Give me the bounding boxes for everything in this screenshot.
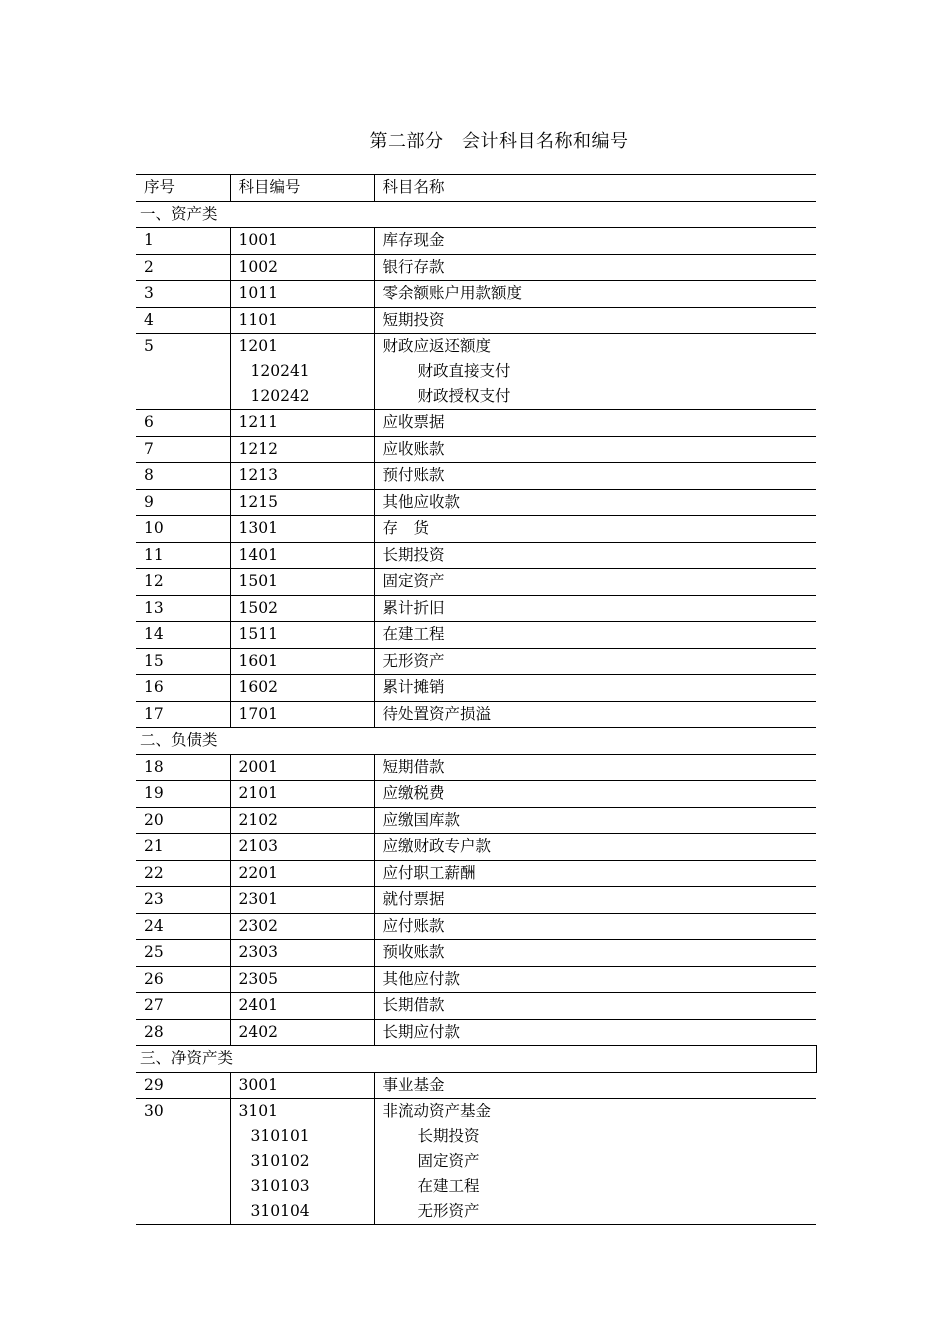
table-row	[136, 595, 816, 622]
section-label: 二、负债类	[136, 728, 816, 755]
cell-code: 2303	[230, 940, 374, 967]
table-row	[136, 860, 816, 887]
cell-seq: 4	[136, 307, 230, 334]
table-row	[136, 675, 816, 702]
cell-seq: 9	[136, 489, 230, 516]
table-row	[136, 489, 816, 516]
table-row	[136, 940, 816, 967]
table-row	[136, 1099, 816, 1225]
cell-name: 其他应付款	[374, 966, 816, 993]
cell-name: 应付账款	[374, 913, 816, 940]
cell-name: 存 货	[374, 516, 816, 543]
sub-account-code: 310102	[250, 1152, 310, 1170]
table-row	[136, 807, 816, 834]
cell-seq: 18	[136, 754, 230, 781]
table-row	[136, 781, 816, 808]
cell-code: 1301	[230, 516, 374, 543]
cell-seq: 5	[136, 334, 230, 410]
section-label: 一、资产类	[136, 201, 816, 228]
cell-name: 预收账款	[374, 940, 816, 967]
table-row	[136, 436, 816, 463]
table-row	[136, 463, 816, 490]
cell-seq: 29	[136, 1072, 230, 1099]
cell-code: 2305	[230, 966, 374, 993]
cell-seq: 17	[136, 701, 230, 728]
sub-account-code: 310103	[250, 1177, 310, 1195]
table-row	[136, 887, 816, 914]
cell-name: 长期投资	[374, 542, 816, 569]
cell-seq: 3	[136, 281, 230, 308]
account-code: 1201	[238, 337, 278, 355]
table-row	[136, 993, 816, 1020]
table-row	[136, 648, 816, 675]
cell-name: 长期应付款	[374, 1019, 816, 1046]
cell-code: 1011	[230, 281, 374, 308]
cell-seq: 23	[136, 887, 230, 914]
table-row	[136, 701, 816, 728]
table-row	[136, 281, 816, 308]
table-row	[136, 542, 816, 569]
sub-account-name: 固定资产	[417, 1152, 480, 1170]
cell-name: 固定资产	[374, 569, 816, 596]
cell-seq: 19	[136, 781, 230, 808]
cell-code: 1601	[230, 648, 374, 675]
cell-seq: 27	[136, 993, 230, 1020]
section-label: 三、净资产类	[136, 1046, 816, 1073]
cell-name: 应缴税费	[374, 781, 816, 808]
table-row	[136, 254, 816, 281]
sub-account-name: 长期投资	[417, 1127, 480, 1145]
cell-seq: 30	[136, 1099, 230, 1225]
cell-name	[374, 334, 816, 410]
cell-name: 累计折旧	[374, 595, 816, 622]
cell-seq: 22	[136, 860, 230, 887]
table-row	[136, 834, 816, 861]
sub-account-code: 120241	[250, 362, 310, 380]
cell-seq: 14	[136, 622, 230, 649]
header-name: 科目名称	[374, 175, 816, 202]
header-seq: 序号	[136, 175, 230, 202]
cell-name: 短期投资	[374, 307, 816, 334]
cell-name: 预付账款	[374, 463, 816, 490]
sub-account-code: 120242	[250, 387, 310, 405]
cell-code: 3001	[230, 1072, 374, 1099]
header-code: 科目编号	[230, 175, 374, 202]
table-header-row	[136, 175, 816, 202]
cell-seq: 24	[136, 913, 230, 940]
table-row	[136, 410, 816, 437]
cell-name: 应付职工薪酬	[374, 860, 816, 887]
account-name: 财政应返还额度	[382, 337, 492, 355]
cell-code: 2102	[230, 807, 374, 834]
cell-code: 1101	[230, 307, 374, 334]
cell-name: 待处置资产损溢	[374, 701, 816, 728]
cell-name: 短期借款	[374, 754, 816, 781]
cell-code: 1502	[230, 595, 374, 622]
cell-name: 其他应收款	[374, 489, 816, 516]
cell-seq: 11	[136, 542, 230, 569]
cell-code: 1602	[230, 675, 374, 702]
cell-code: 1211	[230, 410, 374, 437]
account-name: 非流动资产基金	[382, 1102, 492, 1120]
cell-code: 1213	[230, 463, 374, 490]
table-row	[136, 516, 816, 543]
cell-seq: 8	[136, 463, 230, 490]
cell-name: 事业基金	[374, 1072, 816, 1099]
sub-account-name: 无形资产	[417, 1202, 480, 1220]
table-row	[136, 966, 816, 993]
section-row	[136, 1046, 816, 1073]
cell-code: 1511	[230, 622, 374, 649]
table-row	[136, 913, 816, 940]
section-row	[136, 201, 816, 228]
cell-seq: 20	[136, 807, 230, 834]
table-row	[136, 622, 816, 649]
cell-code: 1002	[230, 254, 374, 281]
cell-name: 银行存款	[374, 254, 816, 281]
cell-seq: 1	[136, 228, 230, 255]
cell-code: 2301	[230, 887, 374, 914]
cell-code: 1001	[230, 228, 374, 255]
cell-code: 2001	[230, 754, 374, 781]
cell-seq: 12	[136, 569, 230, 596]
cell-name: 应缴国库款	[374, 807, 816, 834]
table-row	[136, 228, 816, 255]
cell-code: 2103	[230, 834, 374, 861]
cell-name: 长期借款	[374, 993, 816, 1020]
cell-code	[230, 1099, 374, 1225]
accounts-table	[136, 174, 817, 1225]
cell-seq: 28	[136, 1019, 230, 1046]
cell-name: 就付票据	[374, 887, 816, 914]
section-row	[136, 728, 816, 755]
sub-account-code: 310104	[250, 1202, 310, 1220]
cell-seq: 26	[136, 966, 230, 993]
account-code: 3101	[238, 1102, 278, 1120]
cell-seq: 15	[136, 648, 230, 675]
cell-code: 2101	[230, 781, 374, 808]
cell-name: 无形资产	[374, 648, 816, 675]
cell-code: 2401	[230, 993, 374, 1020]
cell-name	[374, 1099, 816, 1225]
table-row	[136, 1019, 816, 1046]
cell-code: 1501	[230, 569, 374, 596]
cell-code: 1401	[230, 542, 374, 569]
cell-code: 1212	[230, 436, 374, 463]
cell-code: 2302	[230, 913, 374, 940]
cell-seq: 16	[136, 675, 230, 702]
cell-seq: 10	[136, 516, 230, 543]
cell-name: 零余额账户用款额度	[374, 281, 816, 308]
cell-name: 应收账款	[374, 436, 816, 463]
table-row	[136, 307, 816, 334]
cell-name: 在建工程	[374, 622, 816, 649]
cell-code: 1701	[230, 701, 374, 728]
sub-account-name: 财政授权支付	[417, 387, 511, 405]
cell-seq: 7	[136, 436, 230, 463]
cell-seq: 2	[136, 254, 230, 281]
cell-name: 应收票据	[374, 410, 816, 437]
cell-seq: 13	[136, 595, 230, 622]
cell-name: 累计摊销	[374, 675, 816, 702]
table-row	[136, 754, 816, 781]
sub-account-name: 在建工程	[417, 1177, 480, 1195]
cell-code: 1215	[230, 489, 374, 516]
page-title: 第二部分 会计科目名称和编号	[369, 131, 629, 152]
cell-code: 2201	[230, 860, 374, 887]
cell-seq: 25	[136, 940, 230, 967]
sub-account-name: 财政直接支付	[417, 362, 511, 380]
cell-name: 应缴财政专户款	[374, 834, 816, 861]
cell-name: 库存现金	[374, 228, 816, 255]
table-row	[136, 569, 816, 596]
cell-code	[230, 334, 374, 410]
sub-account-code: 310101	[250, 1127, 310, 1145]
cell-seq: 6	[136, 410, 230, 437]
table-row	[136, 334, 816, 410]
cell-seq: 21	[136, 834, 230, 861]
cell-code: 2402	[230, 1019, 374, 1046]
table-row	[136, 1072, 816, 1099]
